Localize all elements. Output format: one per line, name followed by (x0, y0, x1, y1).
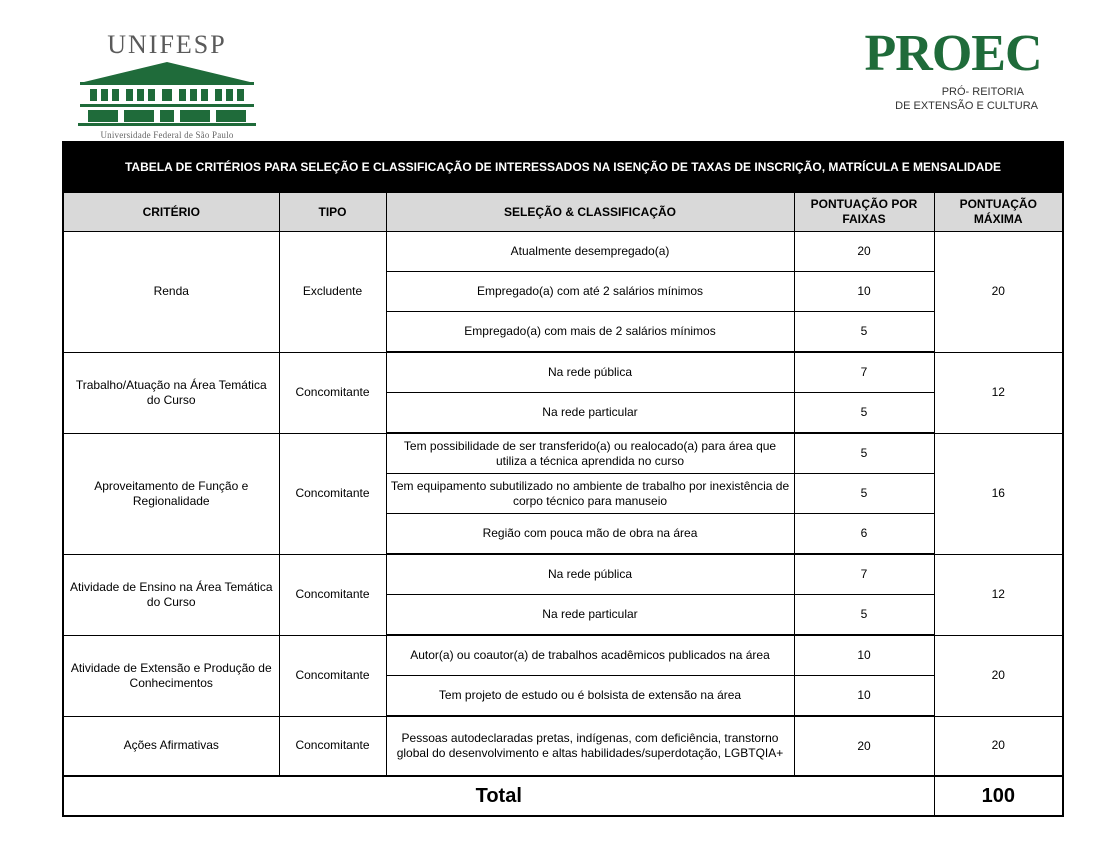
criteria-table (62, 141, 1064, 817)
proec-logo-mark: PROEC (864, 25, 1042, 82)
table-row (63, 554, 1063, 595)
maxima-cell: 12 (934, 352, 1063, 433)
pontos-cell: 10 (794, 676, 934, 717)
criterio-cell: Atividade de Extensão e Produção de Conhecimentos (63, 635, 279, 716)
unifesp-building-icon (74, 60, 260, 126)
tipo-cell: Concomitante (279, 352, 386, 433)
selecao-cell: Região com pouca mão de obra na área (386, 514, 794, 555)
header-selecao: SELEÇÃO & CLASSIFICAÇÃO (386, 193, 794, 232)
maxima-cell: 12 (934, 554, 1063, 635)
proec-logo-line2: DE EXTENSÃO E CULTURA (895, 100, 1038, 112)
pontos-cell: 6 (794, 514, 934, 555)
pontos-cell: 20 (794, 232, 934, 272)
pontos-cell: 10 (794, 635, 934, 676)
table-row (63, 352, 1063, 393)
maxima-cell: 20 (934, 232, 1063, 353)
header-faixas: PONTUAÇÃO POR FAIXAS (794, 193, 934, 232)
header-tipo: TIPO (279, 193, 386, 232)
tipo-cell: Concomitante (279, 554, 386, 635)
selecao-cell: Autor(a) ou coautor(a) de trabalhos acadêmicos publicados na área (386, 635, 794, 676)
table-row (63, 716, 1063, 776)
selecao-cell: Empregado(a) com mais de 2 salários mínimos (386, 312, 794, 353)
unifesp-logo (72, 30, 262, 140)
pontos-cell: 5 (794, 312, 934, 353)
tipo-cell: Concomitante (279, 716, 386, 776)
selecao-cell: Na rede pública (386, 554, 794, 595)
tipo-cell: Concomitante (279, 433, 386, 554)
pontos-cell: 7 (794, 554, 934, 595)
pontos-cell: 10 (794, 272, 934, 312)
tipo-cell: Excludente (279, 232, 386, 353)
unifesp-logo-subtitle: Universidade Federal de São Paulo (100, 130, 234, 140)
selecao-cell: Pessoas autodeclaradas pretas, indígenas, com deficiência, transtorno global do desenvolvimento e altas habilidades/superdotação, LGBTQIA+ (386, 716, 794, 776)
pontos-cell: 5 (794, 393, 934, 434)
table-row (63, 433, 1063, 474)
selecao-cell: Na rede particular (386, 393, 794, 434)
unifesp-logo-name: UNIFESP (107, 30, 227, 59)
maxima-cell: 16 (934, 433, 1063, 554)
pontos-cell: 5 (794, 595, 934, 636)
maxima-cell: 20 (934, 716, 1063, 776)
selecao-cell: Empregado(a) com até 2 salários mínimos (386, 272, 794, 312)
criterio-cell: Trabalho/Atuação na Área Temática do Curso (63, 352, 279, 433)
pontos-cell: 5 (794, 433, 934, 474)
criterio-cell: Atividade de Ensino na Área Temática do Curso (63, 554, 279, 635)
table-row (63, 635, 1063, 676)
selecao-cell: Tem equipamento subutilizado no ambiente de trabalho por inexistência de corpo técnico para manuseio (386, 474, 794, 514)
proec-logo (858, 24, 1048, 119)
pontos-cell: 7 (794, 352, 934, 393)
pontos-cell: 20 (794, 716, 934, 776)
tipo-cell: Concomitante (279, 635, 386, 716)
table-header-row (63, 193, 1063, 232)
pontos-cell: 5 (794, 474, 934, 514)
table-title: TABELA DE CRITÉRIOS PARA SELEÇÃO E CLASSIFICAÇÃO DE INTERESSADOS NA ISENÇÃO DE TAXAS DE INSCRIÇÃO, MATRÍCULA E MENSALIDADE (63, 142, 1063, 193)
criterio-cell: Renda (63, 232, 279, 353)
total-row (63, 776, 1063, 816)
criterio-cell: Aproveitamento de Função e Regionalidade (63, 433, 279, 554)
selecao-cell: Tem projeto de estudo ou é bolsista de extensão na área (386, 676, 794, 717)
selecao-cell: Atualmente desempregado(a) (386, 232, 794, 272)
selecao-cell: Na rede pública (386, 352, 794, 393)
selecao-cell: Tem possibilidade de ser transferido(a) ou realocado(a) para área que utiliza a técnica aprendida no curso (386, 433, 794, 474)
total-value: 100 (934, 776, 1063, 816)
header-criterio: CRITÉRIO (63, 193, 279, 232)
criterio-cell: Ações Afirmativas (63, 716, 279, 776)
maxima-cell: 20 (934, 635, 1063, 716)
table-row (63, 232, 1063, 272)
header-maxima: PONTUAÇÃO MÁXIMA (934, 193, 1063, 232)
selecao-cell: Na rede particular (386, 595, 794, 636)
table-title-row (63, 142, 1063, 193)
proec-logo-line1: PRÓ- REITORIA (941, 86, 1024, 98)
total-label: Total (63, 776, 934, 816)
